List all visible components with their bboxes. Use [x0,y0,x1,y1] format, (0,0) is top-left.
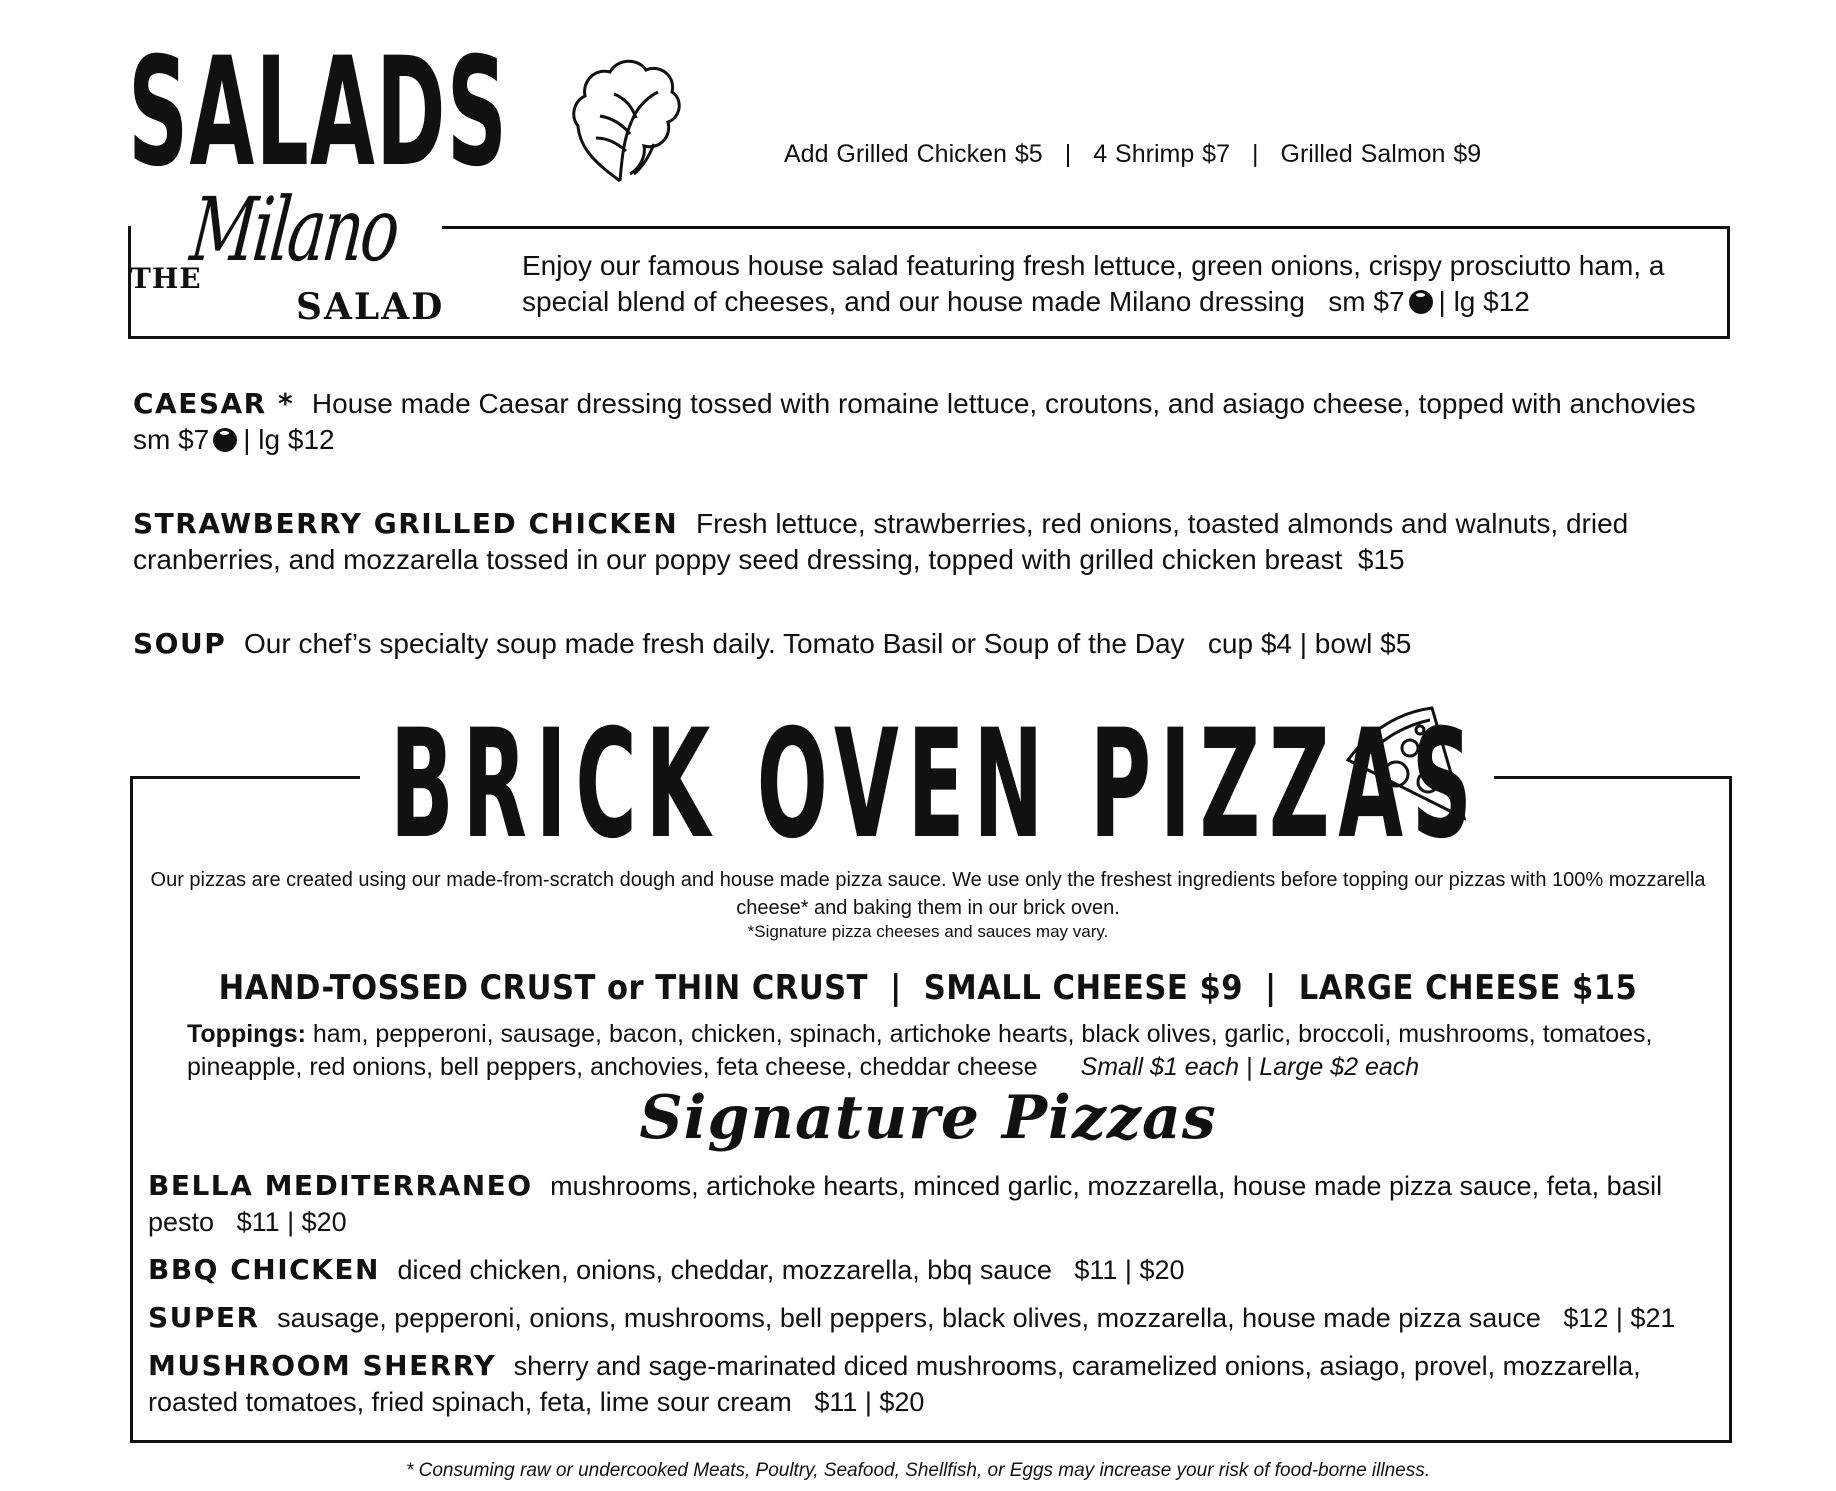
tomato-icon [213,428,237,452]
toppings [187,1018,1707,1084]
item-price: cup $4 | bowl $5 [1207,628,1412,659]
item-name: BELLA MEDITERRANEO [148,1169,533,1202]
item-name: MUSHROOM SHERRY [148,1349,497,1382]
pizza-item-bella-mediterraneo [148,1168,1718,1240]
pizza-box-top-border-right [1494,776,1729,779]
item-description: sherry and sage-marinated diced mushrooms, caramelized onions, asiago, provel, mozzarella, roasted tomatoes, fried spinach, feta, lime sour cream [148,1351,1641,1417]
addon-separator: | [1064,140,1072,168]
crust-separator: | [890,968,902,1008]
salads-title: SALADS [128,26,509,200]
small-cheese-price: SMALL CHEESE $9 [923,968,1244,1008]
pizzas-title: BRICK OVEN PIZZAS [390,698,1481,872]
item-description: mushrooms, artichoke hearts, minced garlic, mozzarella, house made pizza sauce, feta, basil pesto [148,1171,1663,1237]
item-price: $11 | $20 [814,1387,925,1417]
item-description: diced chicken, onions, cheddar, mozzarella, bbq sauce [397,1255,1052,1285]
crust-separator: | [1265,968,1277,1008]
toppings-price: Small $1 each | Large $2 each [1080,1053,1420,1081]
pizza-intro: Our pizzas are created using our made-from-scratch dough and house made pizza sauce. We use only the freshest ingredients before topping our pizzas with 100% mozzarella cheese* and baking them in our brick oven. [150,869,1706,919]
pizza-item-bbq-chicken [148,1252,1718,1288]
addon-separator: | [1252,140,1259,168]
item-price: $11 | $20 [1074,1255,1185,1285]
item-price-small: sm $7 [133,424,210,455]
item-name: SOUP [133,627,227,660]
addon-chicken: Add Grilled Chicken $5 [784,140,1043,168]
item-price: $15 [1357,544,1405,575]
milano-price-large: | lg $12 [1438,286,1530,317]
item-description: House made Caesar dressing tossed with romaine lettuce, croutons, and asiago cheese, topped with anchovies [311,388,1696,419]
addon-shrimp: 4 Shrimp $7 [1093,140,1230,168]
large-cheese-price: LARGE CHEESE $15 [1298,968,1638,1008]
crust-options [150,968,1706,1008]
item-name: CAESAR * [133,387,295,420]
item-description: Fresh lettuce, strawberries, red onions, toasted almonds and walnuts, dried cranberries, and mozzarella tossed in our poppy seed dressing, topped with grilled chicken breast [133,508,1629,575]
addon-salmon: Grilled Salmon $9 [1280,140,1482,168]
milano-description [522,248,1712,320]
pizza-item-super [148,1300,1718,1336]
item-name: STRAWBERRY GRILLED CHICKEN [133,507,679,540]
milano-logo-script: Milano [186,178,402,281]
food-safety-footnote: * Consuming raw or undercooked Meats, Poultry, Seafood, Shellfish, or Eggs may increase your risk of food-borne illness. [405,1460,1431,1481]
pizza-intro-note: *Signature pizza cheeses and sauces may vary. [747,922,1109,941]
milano-box-top-border [442,226,1727,229]
item-name: BBQ CHICKEN [148,1253,380,1286]
toppings-list: ham, pepperoni, sausage, bacon, chicken, spinach, artichoke hearts, black olives, garlic, broccoli, mushrooms, tomatoes, pineapple, red onions, bell peppers, anchovies, feta cheese, cheddar cheese [187,1020,1653,1081]
pizza-box-top-border-left [130,776,360,779]
item-description: sausage, pepperoni, onions, mushrooms, bell peppers, black olives, mozzarella, house made pizza sauce [277,1303,1541,1333]
milano-description-text: Enjoy our famous house salad featuring fresh lettuce, green onions, crispy prosciutto ham, a special blend of cheeses, and our house made Milano dressing [522,250,1665,317]
crust-type: HAND-TOSSED CRUST or THIN CRUST [218,968,869,1008]
salad-item-strawberry-chicken [133,506,1713,578]
item-name: SUPER [148,1301,260,1334]
pizza-slice-icon [1340,700,1470,830]
salad-item-soup [133,626,1713,662]
milano-price-small: sm $7 [1328,286,1405,317]
salad-addons [784,140,1481,169]
item-price-large: | lg $12 [243,424,335,455]
signature-pizzas-heading: Signature Pizzas [639,1083,1217,1153]
milano-logo-salad: SALAD [296,286,445,328]
item-price: $11 | $20 [236,1207,347,1237]
pizza-item-mushroom-sherry [148,1348,1718,1420]
tomato-icon [1409,290,1433,314]
item-description: Our chef’s specialty soup made fresh daily. Tomato Basil or Soup of the Day [244,628,1185,659]
lettuce-icon [560,46,700,186]
toppings-label: Toppings: [187,1020,306,1048]
item-price: $12 | $21 [1563,1303,1676,1333]
milano-logo-the: THE [130,262,202,295]
salad-item-caesar [133,386,1713,458]
